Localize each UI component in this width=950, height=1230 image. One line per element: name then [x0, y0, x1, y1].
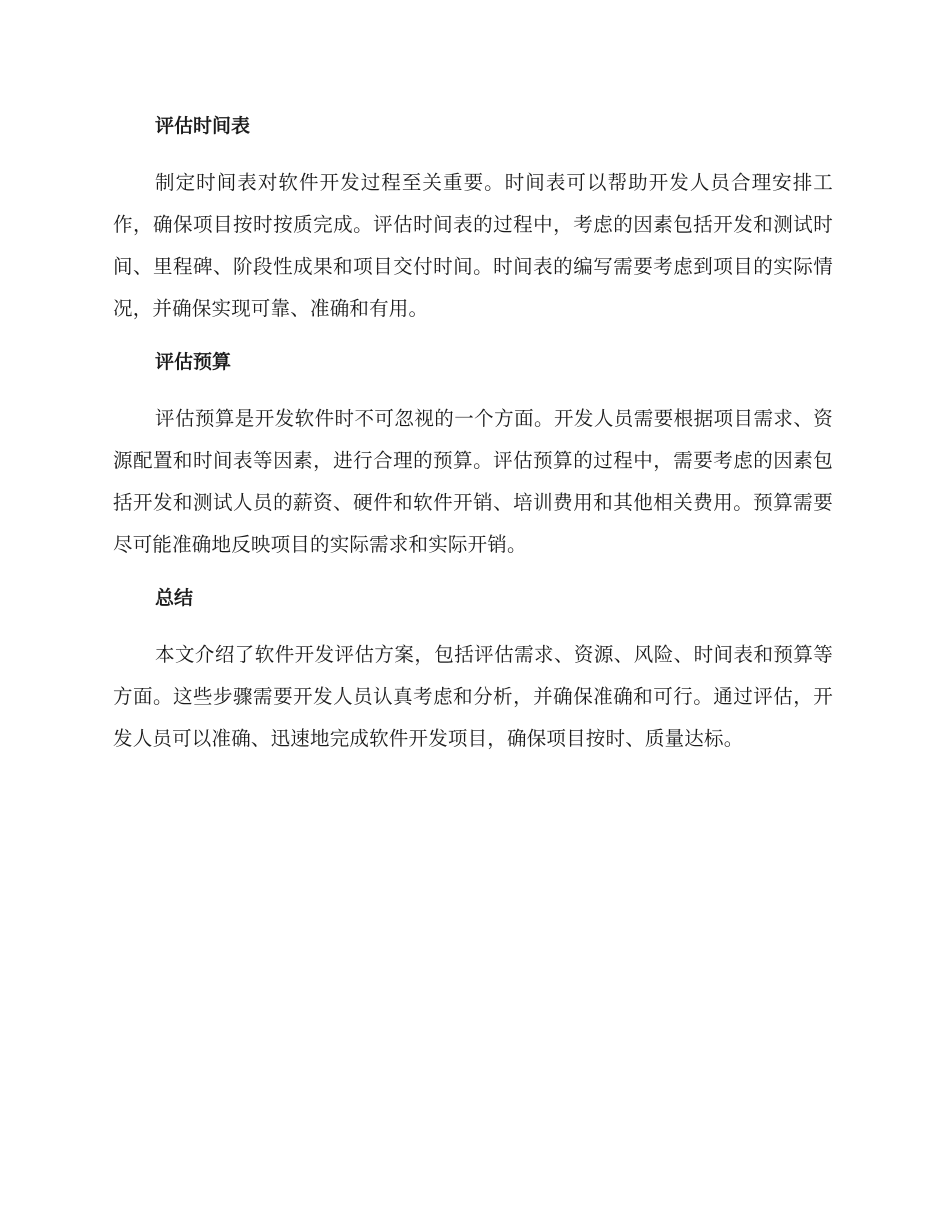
section-body-schedule: 制定时间表对软件开发过程至关重要。时间表可以帮助开发人员合理安排工作，确保项目按时按质完成。评估时间表的过程中，考虑的因素包括开发和测试时间、里程碑、阶段性成果和项目交付时间。时间表的编写需要考虑到项目的实际情况，并确保实现可靠、准确和有用。 [113, 171, 833, 320]
section-body-summary: 本文介绍了软件开发评估方案，包括评估需求、资源、风险、时间表和预算等方面。这些步骤需要开发人员认真考虑和分析，并确保准确和可行。通过评估，开发人员可以准确、迅速地完成软件开发项目，确保项目按时、质量达标。 [113, 643, 833, 750]
section-heading-budget: 评估预算 [155, 351, 232, 373]
document-content [113, 108, 833, 774]
section-heading-schedule: 评估时间表 [155, 115, 251, 137]
section-body-budget: 评估预算是开发软件时不可忽视的一个方面。开发人员需要根据项目需求、资源配置和时间表等因素，进行合理的预算。评估预算的过程中，需要考虑的因素包括开发和测试人员的薪资、硬件和软件开销、培训费用和其他相关费用。预算需要尽可能准确地反映项目的实际需求和实际开销。 [113, 407, 833, 556]
section-heading-summary: 总结 [155, 587, 194, 609]
